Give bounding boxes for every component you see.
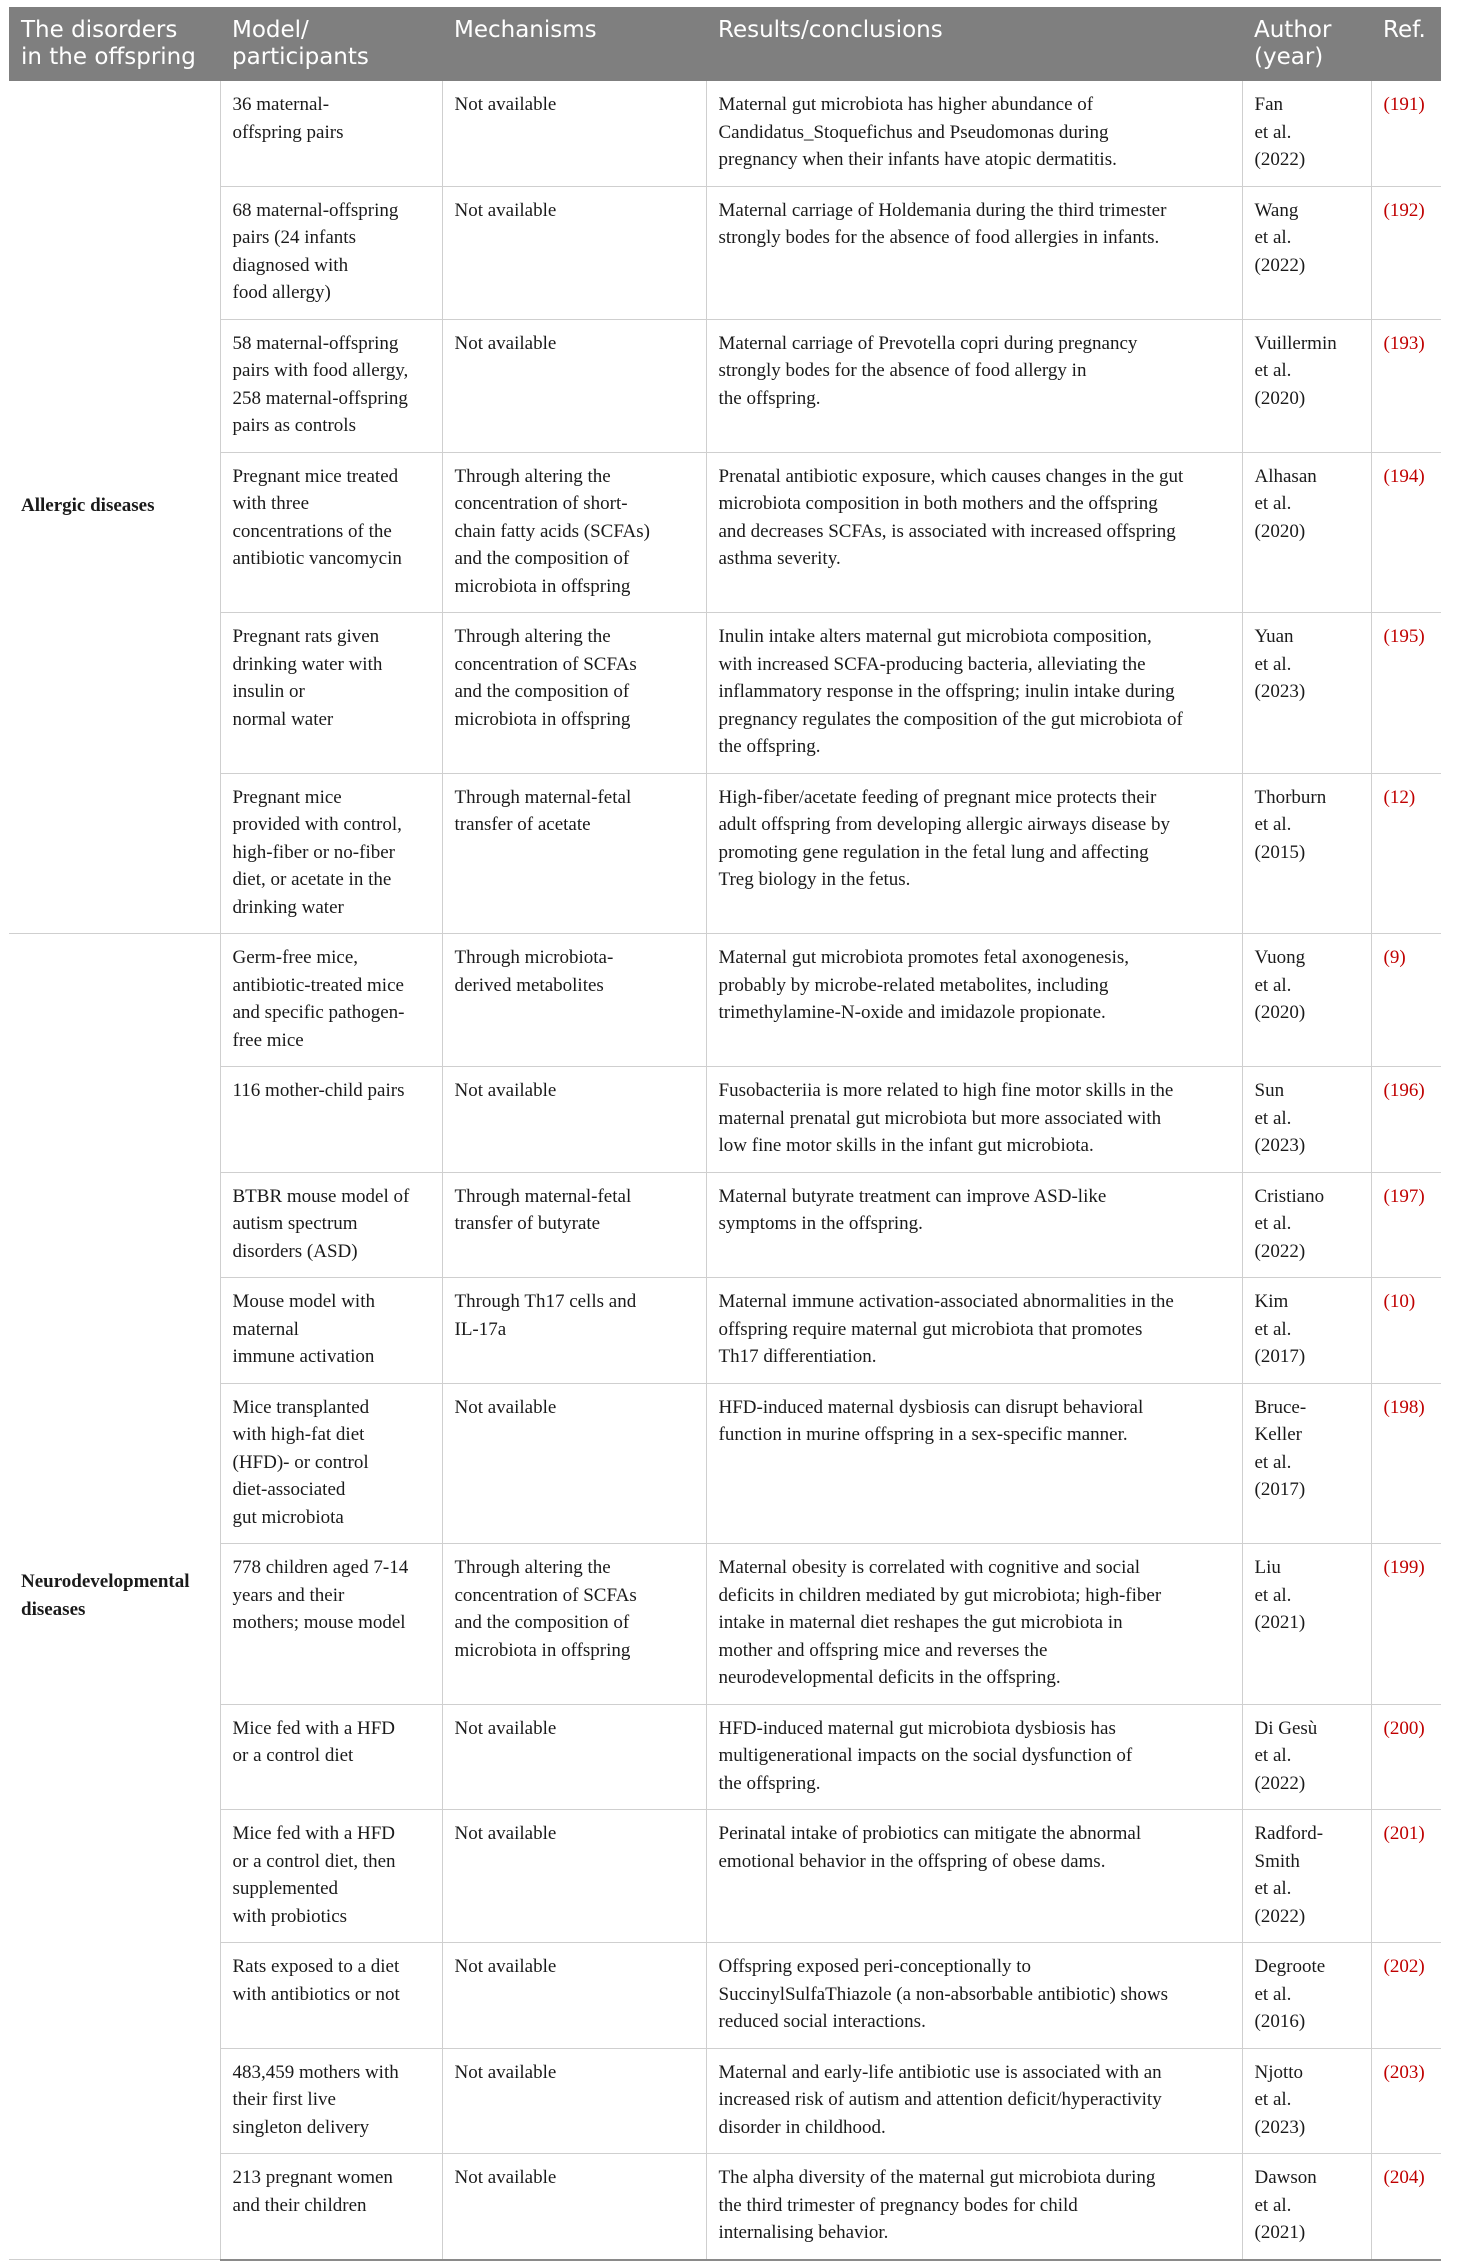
cell-result: Maternal gut microbiota promotes fetal axonogenesis, probably by microbe-related metabolites, including trimethylamine-N-oxide and imidazole propionate. — [706, 934, 1242, 1067]
cell-result: Inulin intake alters maternal gut microbiota composition, with increased SCFA-producing bacteria, alleviating the inflammatory response in the offspring; inulin intake during pregnancy regulates the composition of the gut microbiota of the offspring. — [706, 613, 1242, 774]
cell-result: High-fiber/acetate feeding of pregnant mice protects their adult offspring from developing allergic airways disease by promoting gene regulation in the fetal lung and affecting Treg biology in the fetus. — [706, 773, 1242, 934]
header-results: Results/conclusions — [706, 7, 1242, 81]
cell-mechanism: Not available — [442, 1810, 706, 1943]
table-row — [9, 1278, 1441, 1384]
cell-author: Radford- Smith et al. (2022) — [1242, 1810, 1371, 1943]
cell-result: HFD-induced maternal dysbiosis can disrupt behavioral function in murine offspring in a sex-specific manner. — [706, 1383, 1242, 1544]
cell-model: 58 maternal-offspring pairs with food allergy, 258 maternal-offspring pairs as controls — [220, 319, 442, 452]
table-body — [9, 81, 1441, 2260]
header-model: Model/ participants — [220, 7, 442, 81]
cell-author: Vuong et al. (2020) — [1242, 934, 1371, 1067]
cell-ref-link[interactable]: (194) — [1371, 452, 1441, 613]
table-row — [9, 186, 1441, 319]
cell-ref-link[interactable]: (199) — [1371, 1544, 1441, 1705]
cell-author: Bruce- Keller et al. (2017) — [1242, 1383, 1371, 1544]
cell-ref-link[interactable]: (10) — [1371, 1278, 1441, 1384]
cell-model: 116 mother-child pairs — [220, 1067, 442, 1173]
cell-mechanism: Not available — [442, 319, 706, 452]
cell-result: Prenatal antibiotic exposure, which causes changes in the gut microbiota composition in both mothers and the offspring and decreases SCFAs, is associated with increased offspring asthma severity. — [706, 452, 1242, 613]
cell-ref-link[interactable]: (196) — [1371, 1067, 1441, 1173]
group-neurodevelopmental-diseases: Neurodevelopmental diseases — [9, 934, 220, 2260]
cell-model: 213 pregnant women and their children — [220, 2154, 442, 2260]
cell-mechanism: Not available — [442, 1704, 706, 1810]
cell-author: Dawson et al. (2021) — [1242, 2154, 1371, 2260]
cell-mechanism: Not available — [442, 186, 706, 319]
cell-ref-link[interactable]: (200) — [1371, 1704, 1441, 1810]
group-allergic-diseases: Allergic diseases — [9, 81, 220, 934]
cell-mechanism: Not available — [442, 2048, 706, 2154]
cell-ref-link[interactable]: (195) — [1371, 613, 1441, 774]
cell-result: Maternal butyrate treatment can improve ASD-like symptoms in the offspring. — [706, 1172, 1242, 1278]
cell-author: Cristiano et al. (2022) — [1242, 1172, 1371, 1278]
table-row — [9, 1544, 1441, 1705]
cell-author: Yuan et al. (2023) — [1242, 613, 1371, 774]
header-disorders: The disorders in the offspring — [9, 7, 220, 81]
table-row — [9, 934, 1441, 1067]
table-row — [9, 2154, 1441, 2260]
header-mechanisms: Mechanisms — [442, 7, 706, 81]
cell-ref-link[interactable]: (191) — [1371, 81, 1441, 186]
cell-result: HFD-induced maternal gut microbiota dysbiosis has multigenerational impacts on the social dysfunction of the offspring. — [706, 1704, 1242, 1810]
cell-author: Alhasan et al. (2020) — [1242, 452, 1371, 613]
cell-ref-link[interactable]: (204) — [1371, 2154, 1441, 2260]
cell-author: Wang et al. (2022) — [1242, 186, 1371, 319]
cell-author: Vuillermin et al. (2020) — [1242, 319, 1371, 452]
cell-result: Offspring exposed peri-conceptionally to SuccinylSulfaThiazole (a non-absorbable antibiotic) shows reduced social interactions. — [706, 1943, 1242, 2049]
cell-author: Thorburn et al. (2015) — [1242, 773, 1371, 934]
table-row — [9, 773, 1441, 934]
table-row — [9, 613, 1441, 774]
cell-result: Maternal carriage of Prevotella copri during pregnancy strongly bodes for the absence of food allergy in the offspring. — [706, 319, 1242, 452]
cell-author: Kim et al. (2017) — [1242, 1278, 1371, 1384]
cell-ref-link[interactable]: (203) — [1371, 2048, 1441, 2154]
cell-result: Maternal gut microbiota has higher abundance of Candidatus_Stoquefichus and Pseudomonas during pregnancy when their infants have atopic dermatitis. — [706, 81, 1242, 186]
table-row — [9, 2048, 1441, 2154]
cell-result: Perinatal intake of probiotics can mitigate the abnormal emotional behavior in the offspring of obese dams. — [706, 1810, 1242, 1943]
cell-model: Mice fed with a HFD or a control diet, then supplemented with probiotics — [220, 1810, 442, 1943]
table-row — [9, 81, 1441, 186]
cell-mechanism: Not available — [442, 2154, 706, 2260]
cell-mechanism: Not available — [442, 1383, 706, 1544]
cell-ref-link[interactable]: (197) — [1371, 1172, 1441, 1278]
cell-model: Pregnant mice provided with control, high-fiber or no-fiber diet, or acetate in the drinking water — [220, 773, 442, 934]
cell-mechanism: Through maternal-fetal transfer of butyrate — [442, 1172, 706, 1278]
cell-author: Degroote et al. (2016) — [1242, 1943, 1371, 2049]
cell-mechanism: Through altering the concentration of short- chain fatty acids (SCFAs) and the composition of microbiota in offspring — [442, 452, 706, 613]
cell-model: 68 maternal-offspring pairs (24 infants diagnosed with food allergy) — [220, 186, 442, 319]
cell-mechanism: Not available — [442, 1067, 706, 1173]
table-row — [9, 452, 1441, 613]
cell-result: Maternal carriage of Holdemania during the third trimester strongly bodes for the absence of food allergies in infants. — [706, 186, 1242, 319]
cell-author: Njotto et al. (2023) — [1242, 2048, 1371, 2154]
table-row — [9, 1172, 1441, 1278]
cell-model: Mouse model with maternal immune activation — [220, 1278, 442, 1384]
cell-result: Maternal and early-life antibiotic use is associated with an increased risk of autism and attention deficit/hyperactivity disorder in childhood. — [706, 2048, 1242, 2154]
cell-ref-link[interactable]: (198) — [1371, 1383, 1441, 1544]
cell-model: 778 children aged 7-14 years and their mothers; mouse model — [220, 1544, 442, 1705]
cell-model: BTBR mouse model of autism spectrum disorders (ASD) — [220, 1172, 442, 1278]
cell-ref-link[interactable]: (12) — [1371, 773, 1441, 934]
cell-ref-link[interactable]: (201) — [1371, 1810, 1441, 1943]
cell-model: 36 maternal- offspring pairs — [220, 81, 442, 186]
cell-result: Maternal obesity is correlated with cognitive and social deficits in children mediated by gut microbiota; high-fiber intake in maternal diet reshapes the gut microbiota in mother and offspring mice and reverses the neurodevelopmental deficits in the offspring. — [706, 1544, 1242, 1705]
table-row — [9, 1067, 1441, 1173]
cell-model: Germ-free mice, antibiotic-treated mice and specific pathogen- free mice — [220, 934, 442, 1067]
cell-author: Liu et al. (2021) — [1242, 1544, 1371, 1705]
cell-model: Pregnant mice treated with three concentrations of the antibiotic vancomycin — [220, 452, 442, 613]
cell-result: Maternal immune activation-associated abnormalities in the offspring require maternal gut microbiota that promotes Th17 differentiation. — [706, 1278, 1242, 1384]
cell-mechanism: Through altering the concentration of SCFAs and the composition of microbiota in offspring — [442, 613, 706, 774]
table-row — [9, 1943, 1441, 2049]
cell-author: Fan et al. (2022) — [1242, 81, 1371, 186]
cell-ref-link[interactable]: (193) — [1371, 319, 1441, 452]
table-row — [9, 1810, 1441, 1943]
table-row — [9, 1383, 1441, 1544]
cell-mechanism: Through microbiota- derived metabolites — [442, 934, 706, 1067]
cell-model: Pregnant rats given drinking water with insulin or normal water — [220, 613, 442, 774]
cell-ref-link[interactable]: (202) — [1371, 1943, 1441, 2049]
header-row — [9, 7, 1441, 81]
cell-result: Fusobacteriia is more related to high fine motor skills in the maternal prenatal gut microbiota but more associated with low fine motor skills in the infant gut microbiota. — [706, 1067, 1242, 1173]
cell-author: Di Gesù et al. (2022) — [1242, 1704, 1371, 1810]
header-author: Author (year) — [1242, 7, 1371, 81]
cell-mechanism: Through altering the concentration of SCFAs and the composition of microbiota in offspring — [442, 1544, 706, 1705]
table-row — [9, 1704, 1441, 1810]
cell-mechanism: Through Th17 cells and IL-17a — [442, 1278, 706, 1384]
cell-model: 483,459 mothers with their first live singleton delivery — [220, 2048, 442, 2154]
cell-mechanism: Not available — [442, 81, 706, 186]
cell-result: The alpha diversity of the maternal gut microbiota during the third trimester of pregnancy bodes for child internalising behavior. — [706, 2154, 1242, 2260]
cell-model: Mice fed with a HFD or a control diet — [220, 1704, 442, 1810]
table-row — [9, 319, 1441, 452]
cell-author: Sun et al. (2023) — [1242, 1067, 1371, 1173]
cell-ref-link[interactable]: (9) — [1371, 934, 1441, 1067]
offspring-disorders-table — [9, 7, 1441, 2261]
cell-ref-link[interactable]: (192) — [1371, 186, 1441, 319]
cell-mechanism: Through maternal-fetal transfer of acetate — [442, 773, 706, 934]
cell-model: Rats exposed to a diet with antibiotics or not — [220, 1943, 442, 2049]
header-ref: Ref. — [1371, 7, 1441, 81]
cell-model: Mice transplanted with high-fat diet (HFD)- or control diet-associated gut microbiota — [220, 1383, 442, 1544]
cell-mechanism: Not available — [442, 1943, 706, 2049]
